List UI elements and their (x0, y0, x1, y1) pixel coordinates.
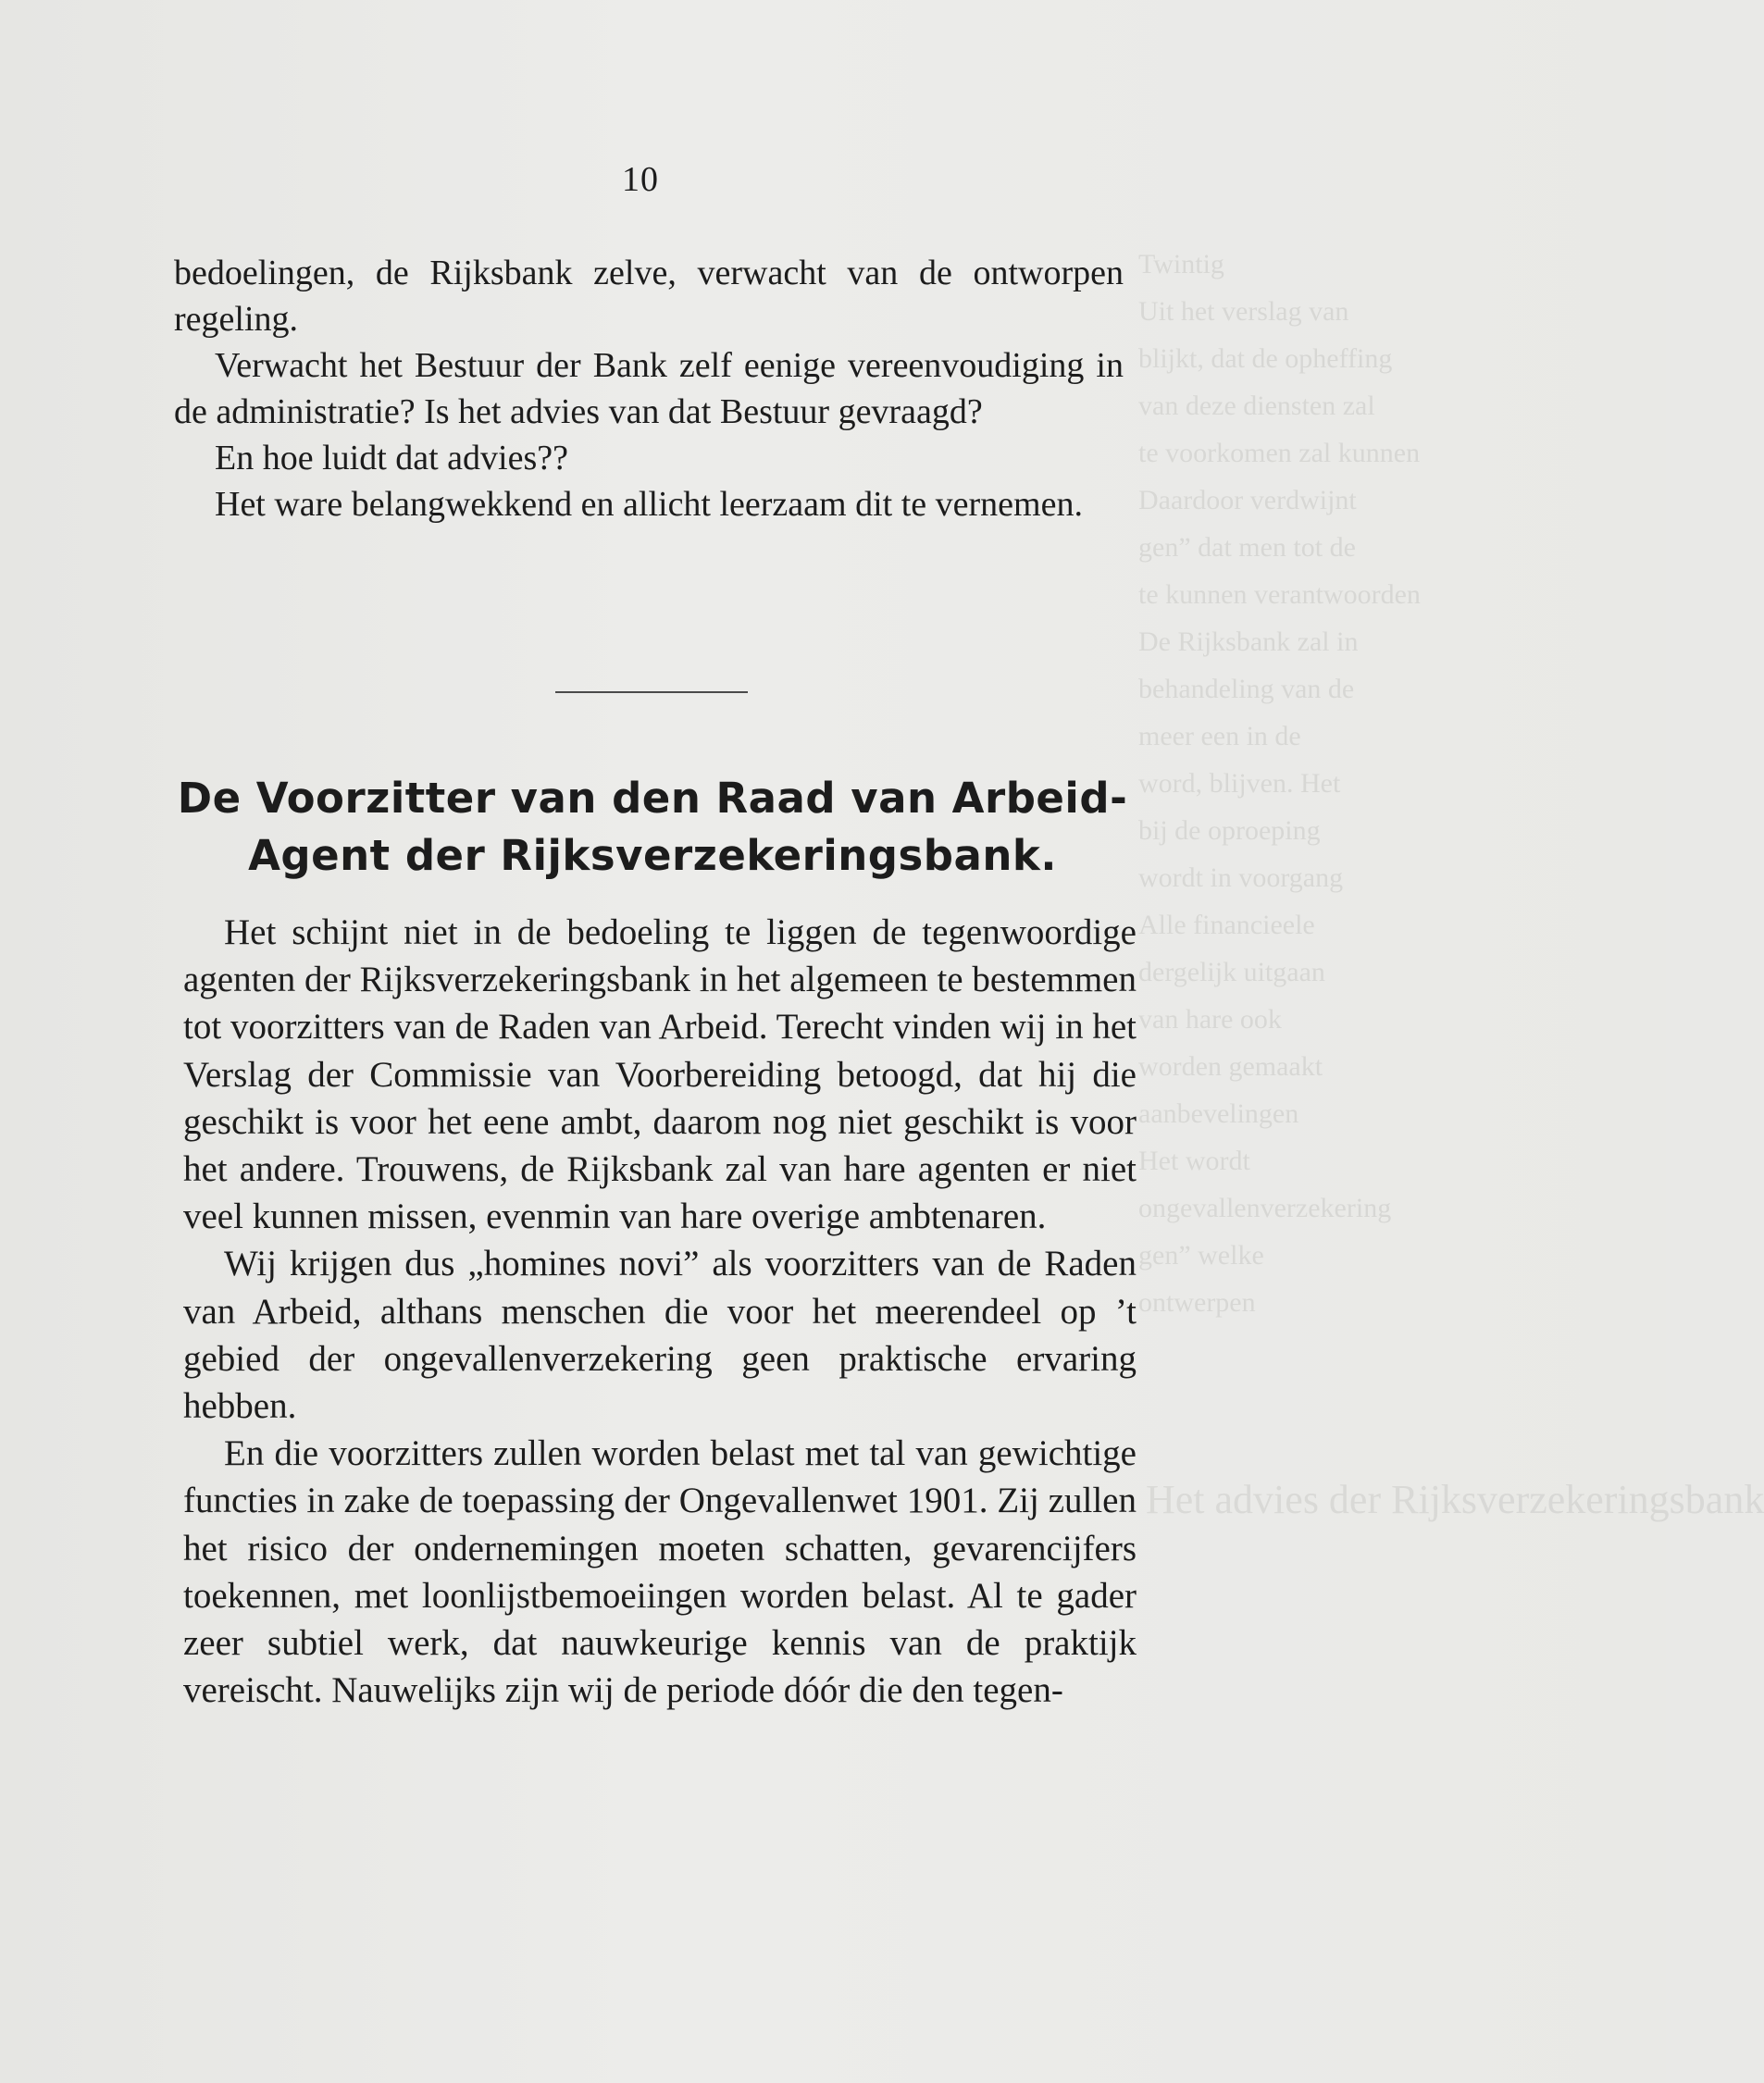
paragraph: Het ware belangwekkend en allicht leerzaam dit te vernemen. (215, 485, 1083, 524)
show-through-line: ontwerpen (1138, 1287, 1256, 1318)
top-text-block (174, 250, 1124, 527)
show-through-line: Alle financieele (1138, 910, 1315, 940)
show-through-line: te kunnen verantwoorden (1138, 579, 1421, 610)
show-through-line: te voorkomen zal kunnen (1138, 438, 1421, 468)
paragraph: En die voorzitters zullen worden belast met tal van gewichtige functies in zake de toepassing der Ongevallenwet 1901. Zij zullen het risico der ondernemingen moeten schatten, gevarencijfers toekennen, met loonlijstbemoeiingen worden belast. Al te gader zeer subtiel werk, dat nauwkeurige kennis van de praktijk vereischt. Nauwelijks zijn wij de periode dóór die den tegen- (183, 1433, 1137, 1711)
show-through-line: De Rijksbank zal in (1138, 626, 1359, 657)
show-through-line: wordt in voorgang (1138, 862, 1344, 893)
paragraph: Verwacht het Bestuur der Bank zelf eenige vereenvoudiging in de administratie? Is het advies van dat Bestuur gevraagd? (174, 346, 1124, 431)
body-text-block (183, 909, 1137, 1714)
paragraph: bedoelingen, de Rijksbank zelve, verwacht van de ontworpen regeling. (174, 254, 1124, 339)
paragraph: En hoe luidt dat advies?? (215, 439, 568, 477)
section-heading-line-1: De Voorzitter van den Raad van Arbeid- (177, 774, 1128, 823)
show-through-line: Daardoor verdwijnt (1138, 485, 1357, 515)
show-through-line: Het wordt (1138, 1146, 1250, 1176)
show-through-line: aanbevelingen (1138, 1098, 1299, 1129)
show-through-line: worden gemaakt (1138, 1051, 1323, 1082)
show-through-text (1138, 241, 1657, 1326)
section-heading-line-2: Agent der Rijksverzekeringsbank. (248, 831, 1057, 880)
show-through-line: ongevallenverzekering (1138, 1193, 1392, 1223)
show-through-line: word, blijven. Het (1138, 768, 1341, 799)
section-heading (176, 770, 1129, 885)
show-through-line: gen” dat men tot de (1138, 532, 1356, 563)
show-through-line: van hare ook (1138, 1004, 1282, 1035)
show-through-heading: Het advies der Rijksverzekeringsbank (1146, 1477, 1764, 1522)
section-divider (555, 691, 748, 693)
show-through-line: blijkt, dat de opheffing (1138, 343, 1393, 374)
show-through-line: Twintig (1138, 249, 1224, 279)
show-through-line: dergelijk uitgaan (1138, 957, 1325, 987)
show-through-line: behandeling van de (1138, 674, 1355, 704)
show-through-line: Uit het verslag van (1138, 296, 1349, 327)
show-through-line: meer een in de (1138, 721, 1301, 751)
paragraph: Het schijnt niet in de bedoeling te liggen de tegenwoordige agenten der Rijksverzekeringsbank in het algemeen te bestemmen tot voorzitters van de Raden van Arbeid. Terecht vinden wij in het Verslag der Commissie van Voorbereiding betoogd, dat hij die geschikt is voor het eene ambt, daarom nog niet geschikt is voor het andere. Trouwens, de Rijksbank zal van hare agenten er niet veel kunnen missen, evenmin van hare overige ambtenaren. (183, 912, 1137, 1237)
page-number: 10 (622, 160, 659, 199)
paragraph: Wij krijgen dus „homines novi” als voorzitters van de Raden van Arbeid, althans menschen die voor het meerendeel op ’t gebied der ongevallenverzekering geen praktische ervaring hebben. (183, 1244, 1137, 1427)
show-through-line: bij de oproeping (1138, 815, 1321, 846)
show-through-line: gen” welke (1138, 1240, 1264, 1271)
show-through-line: van deze diensten zal (1138, 391, 1375, 421)
